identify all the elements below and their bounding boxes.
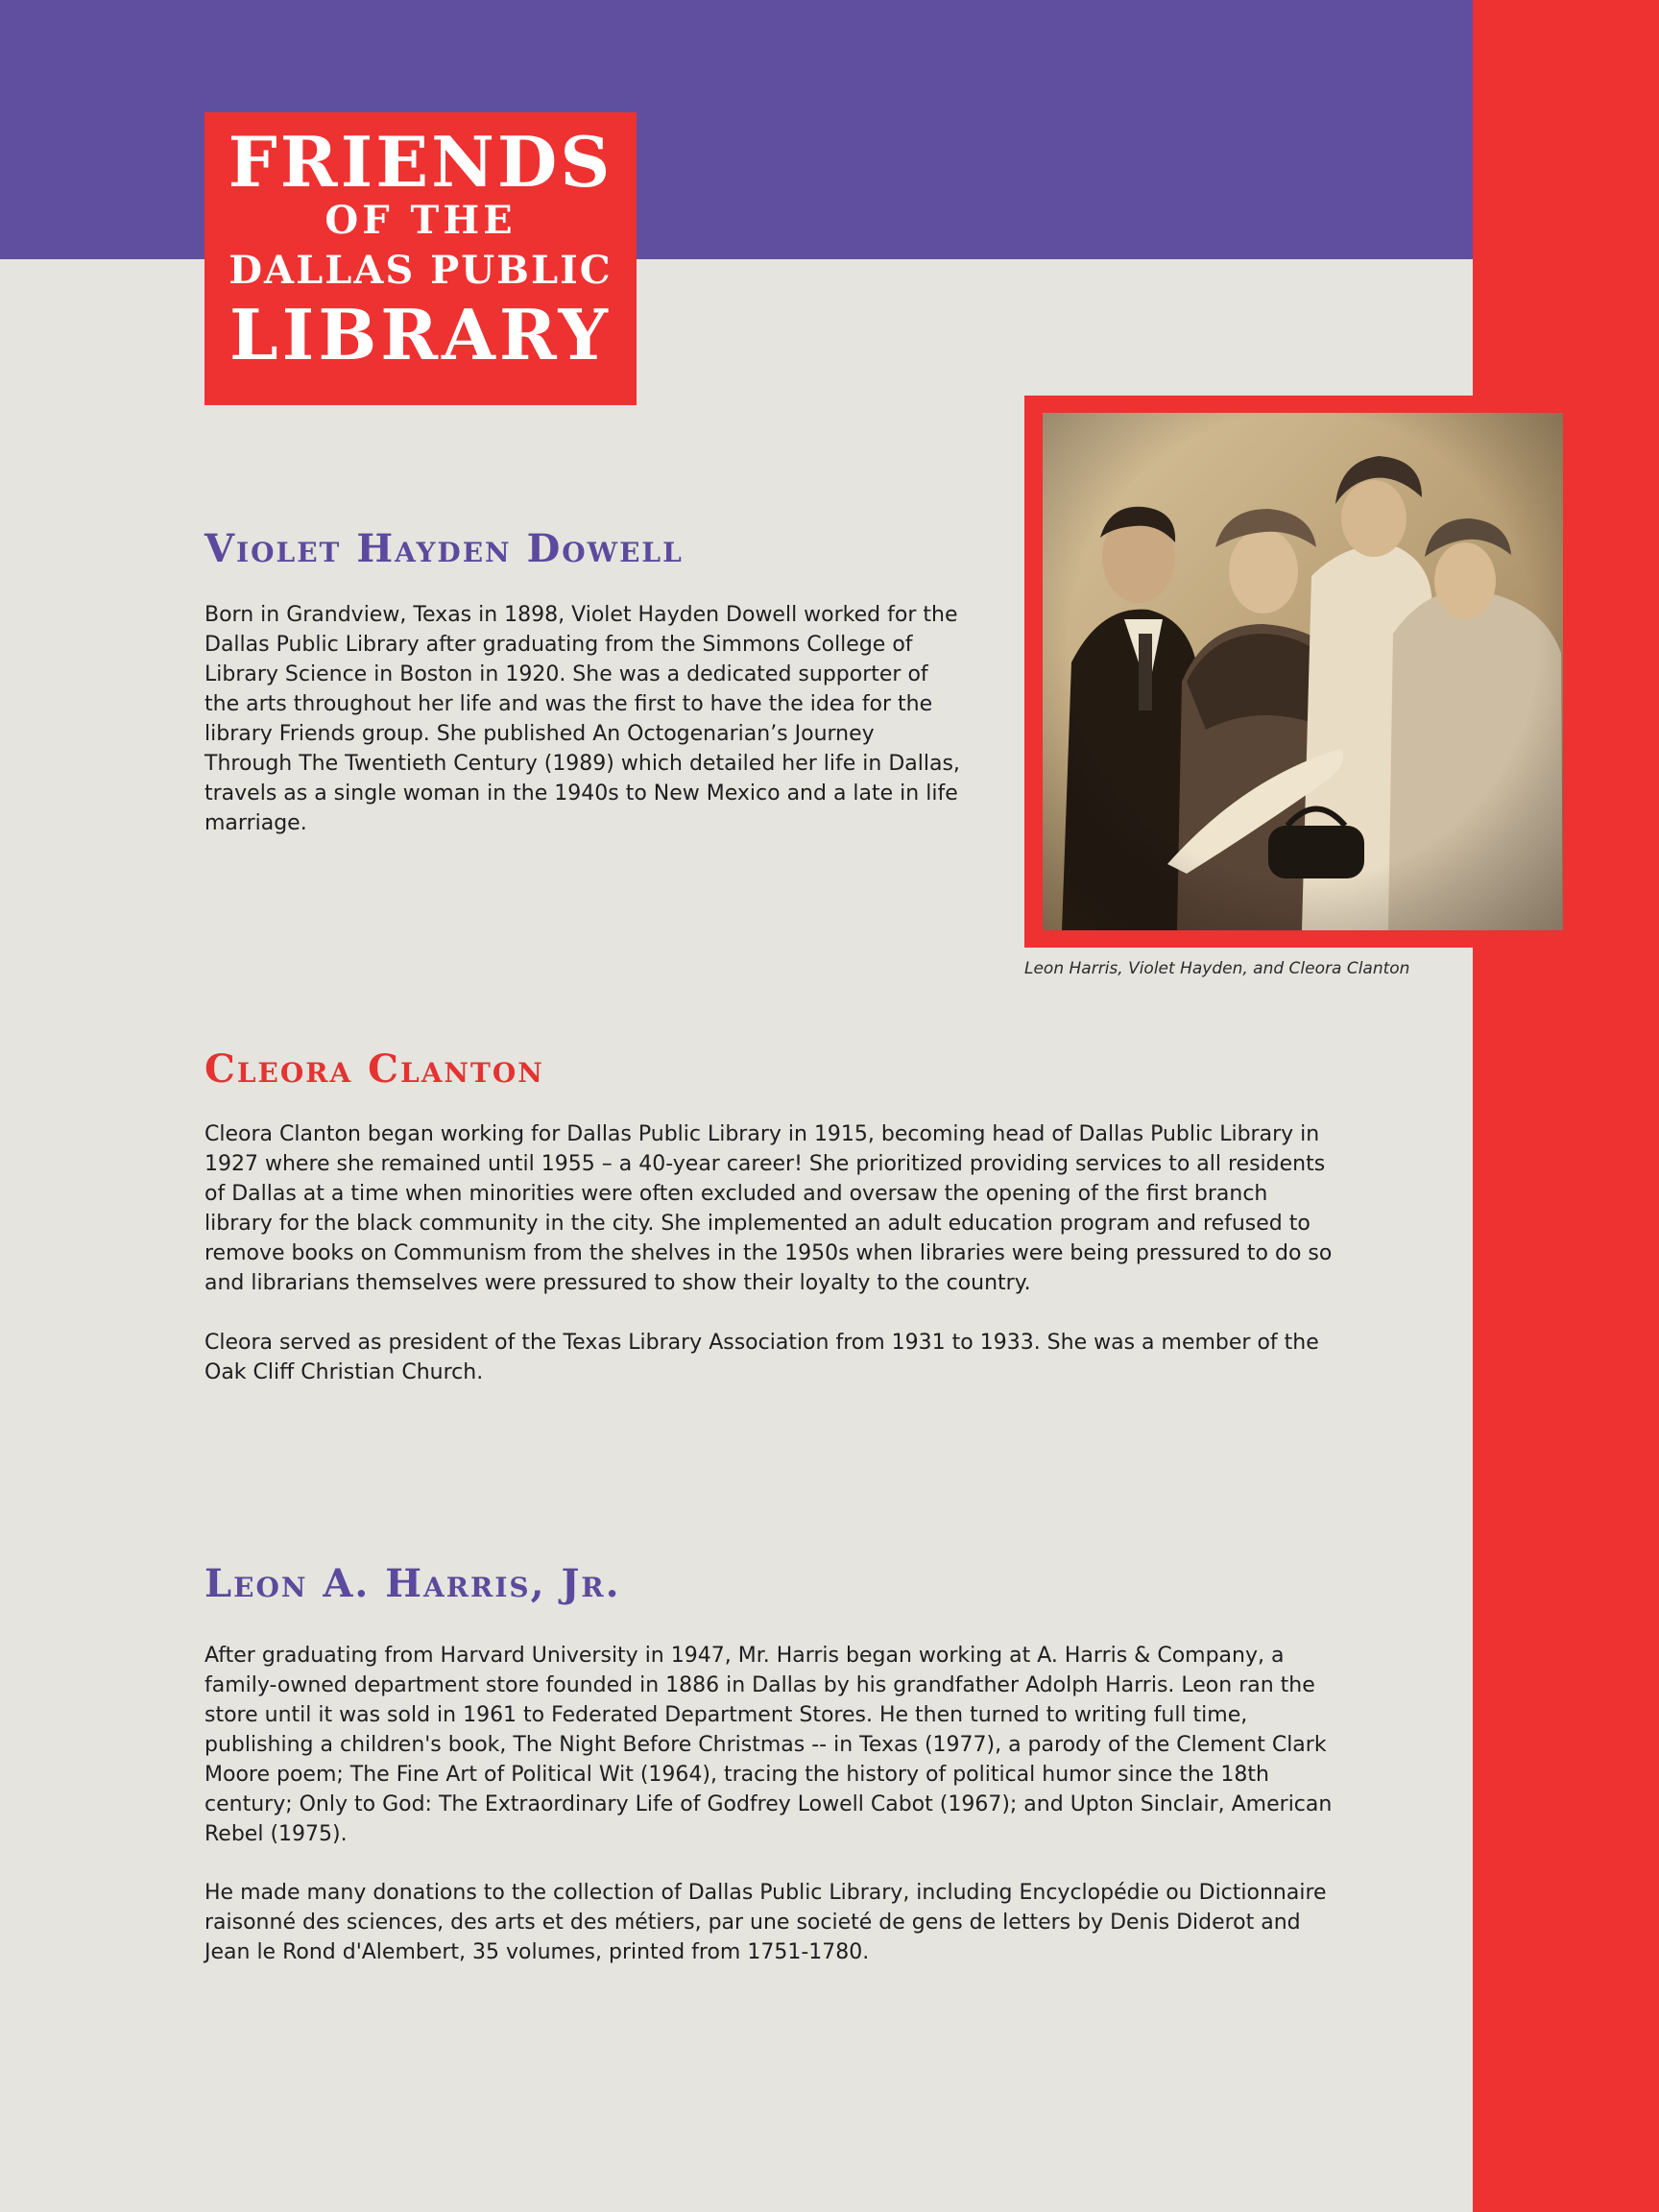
logo-line-of-the: OF THE <box>325 198 517 243</box>
violet-hayden-dowell-heading: Violet Hayden Dowell <box>204 526 684 571</box>
leon-harris-heading: Leon A. Harris, Jr. <box>204 1561 621 1606</box>
leon-harris-bio-paragraph-1: After graduating from Harvard University in 1947, Mr. Harris began working at A. Harris & Company, a family-owned department store founded in 1886 in Dallas by his grandfather Adolph Harris. Leon ran the store until it was sold in 1961 to Federated Department Stores. He then turned to writing full time, publishing a children's book, The Night Before Christmas -- in Texas (1977), a parody of the Clement Clark Moore poem; The Fine Art of Political Wit (1964), tracing the history of political humor since the 18th century; Only to God: The Extraordinary Life of Godfrey Lowell Cabot (1967); and Upton Sinclair, American Rebel (1975). <box>204 1644 1333 1846</box>
leon-harris-bio-paragraph-2: He made many donations to the collection of Dallas Public Library, including Encyclopédie ou Dictionnaire raisonné des sciences, des arts et des métiers, par une societé de gens de letters by Denis Diderot and Jean le Rond d'Alembert, 35 volumes, printed from 1751-1780. <box>204 1881 1327 1964</box>
group-photo-illustration <box>1043 413 1563 930</box>
right-red-stripe <box>1473 0 1659 2212</box>
logo-line-library: LIBRARY <box>229 294 612 375</box>
photo-caption: Leon Harris, Violet Hayden, and Cleora Clanton <box>1024 959 1410 978</box>
logo-line-friends: FRIENDS <box>228 121 613 203</box>
cleora-clanton-bio-paragraph-2: Cleora served as president of the Texas Library Association from 1931 to 1933. She was a member of the Oak Cliff Christian Church. <box>204 1331 1319 1384</box>
friends-of-dallas-public-library-logo <box>204 112 637 405</box>
historic-group-photo <box>1043 413 1563 930</box>
cleora-clanton-bio-paragraph-1: Cleora Clanton began working for Dallas Public Library in 1915, becoming head of Dallas Public Library in 1927 where she remained until 1955 – a 40-year career! She prioritized providing services to all residents of Dallas at a time when minorities were often excluded and oversaw the opening of the first branch library for the black community in the city. She implemented an adult education program and refused to remove books on Communism from the shelves in the 1950s when libraries were being pressured to do so and librarians themselves were pressured to show their loyalty to the country. <box>204 1122 1333 1295</box>
logo-line-dallas-public: DALLAS PUBLIC <box>228 248 613 293</box>
violet-hayden-dowell-bio: Born in Grandview, Texas in 1898, Violet Hayden Dowell worked for the Dallas Public Library after graduating from the Simmons College of Library Science in Boston in 1920. She was a dedicated supporter of the arts throughout her life and was the first to have the idea for the library Friends group. She published An Octogenarian’s Journey Through The Twentieth Century (1989) which detailed her life in Dallas, travels as a single woman in the 1940s to New Mexico and a late in life marriage. <box>204 603 960 835</box>
cleora-clanton-heading: Cleora Clanton <box>204 1046 544 1092</box>
